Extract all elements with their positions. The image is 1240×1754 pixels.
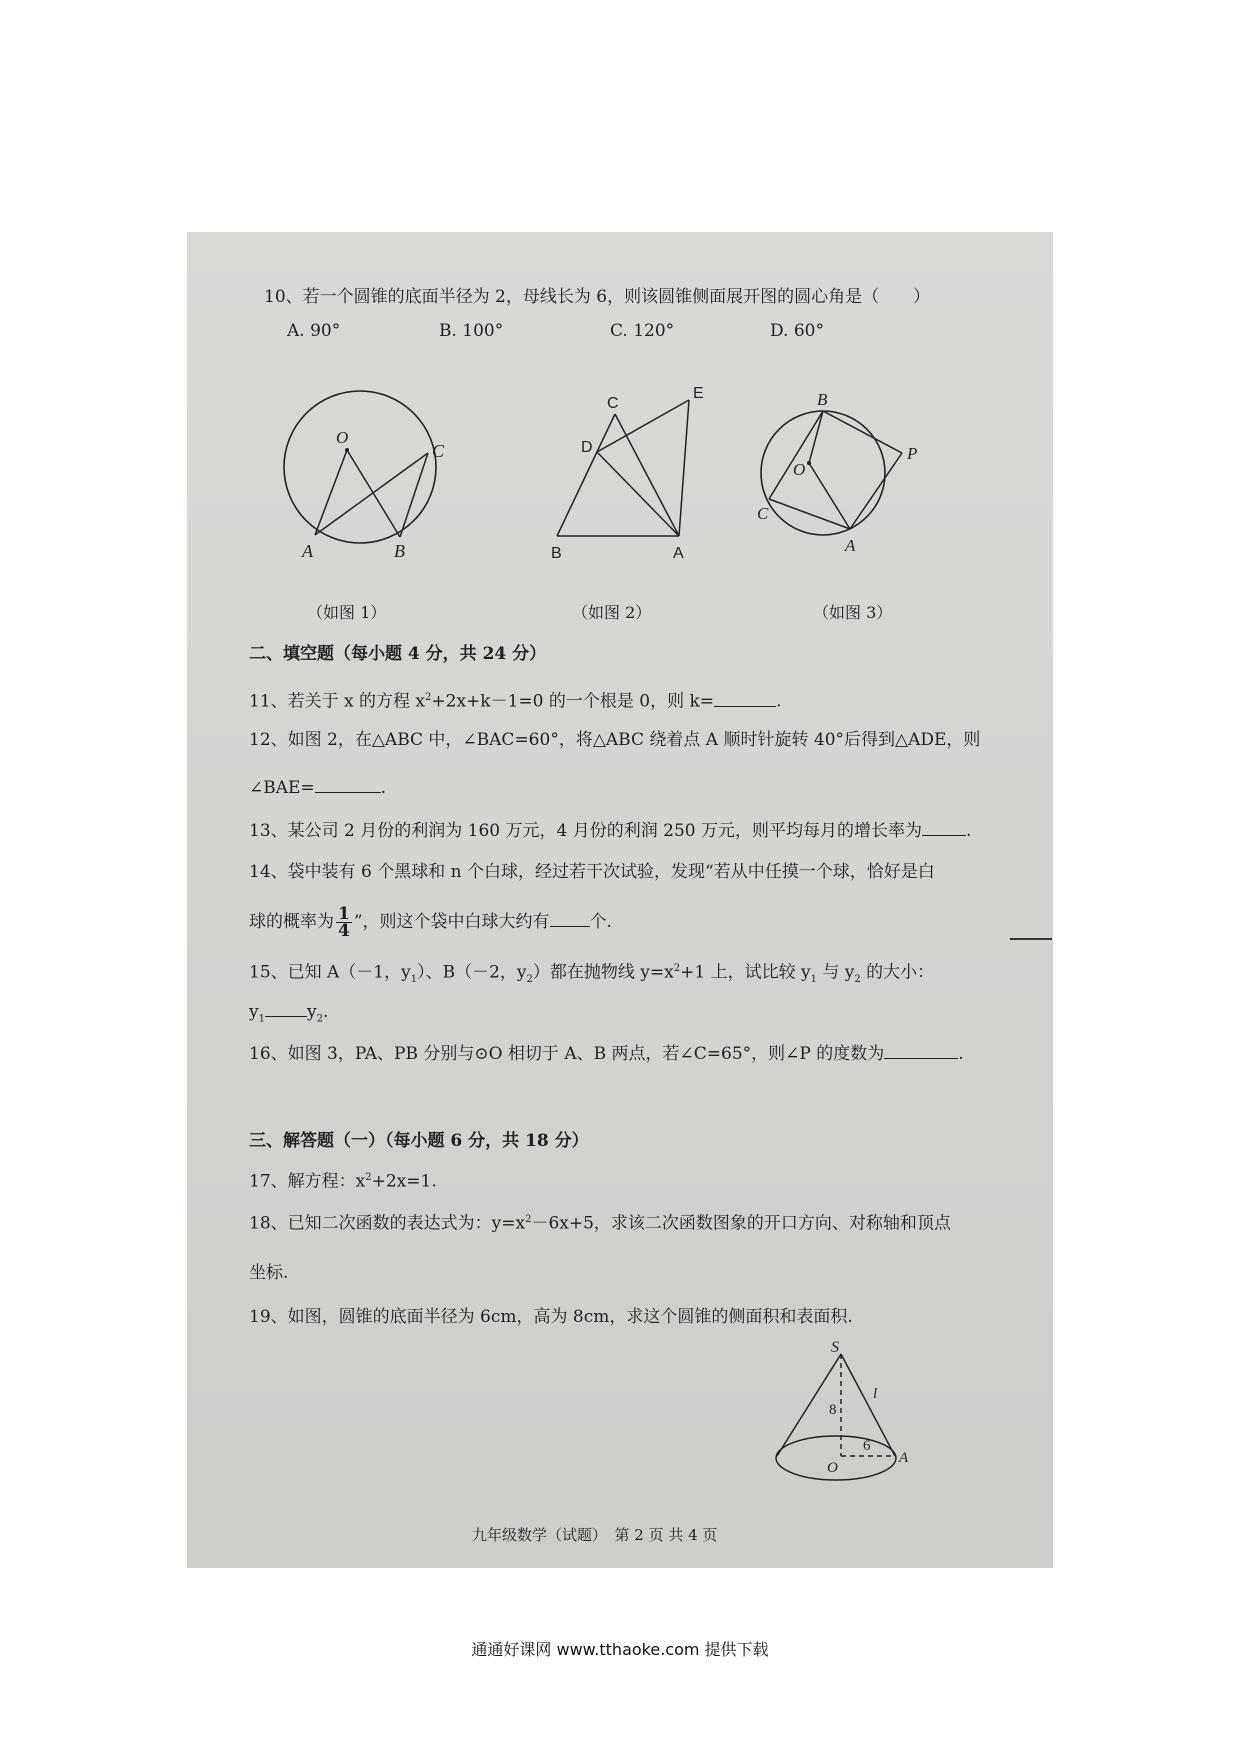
q17: 17、解方程：$x^2+2x=1$. [249,1171,437,1192]
q13: 13、某公司 2 月份的利润为 160 万元，4 月份的利润 250 万元，则平均每月的增长率为 . [249,821,972,841]
answer-blank [550,910,590,927]
fig3-label-p: P [907,444,918,463]
section-2-title: 二、填空题（每小题 4 分，共 24 分） [249,644,547,664]
fig1-label-b: B [394,541,405,561]
fig2-label-b: B [551,545,562,562]
q15-line1: 15、已知 A（－1，$y_1$）、B（－2，$y_2$）都在抛物线 $y=x^2+1$ 上，试比较 $y_1$ 与 $y_2$ 的大小： [249,962,935,986]
q15-line2: $y_1$ $y_2$. [249,1002,329,1025]
q10-stem: 10、若一个圆锥的底面半径为 2，母线长为 6，则该圆锥侧面展开图的圆心角是（ ） [264,287,931,307]
q14-line1: 14、袋中装有 6 个黑球和 n 个白球，经过若干次试验，发现“若从中任摸一个球，恰好是白 [249,862,935,882]
scanned-photo [187,232,1053,1568]
cone-label-height: 8 [829,1402,837,1418]
q10-option-b: B. 100° [439,321,504,341]
fig2-label-e: E [693,385,704,402]
q18-line1: 18、已知二次函数的表达式为：$y=x^2-6x+5$，求该二次函数图象的开口方向、对称轴和顶点 [249,1213,951,1234]
fig1-label-a: A [302,541,313,561]
fig2-label-d: D [581,439,593,456]
figure-1-circle [282,387,467,562]
page-edge-line [1010,938,1052,940]
section-3-title: 三、解答题（一）（每小题 6 分，共 18 分） [249,1131,589,1151]
q11: 11、若关于 x 的方程 $x^2+2x+k-1=0$ 的一个根是 0，则 k= . [249,691,782,712]
q12-line1: 12、如图 2，在△ABC 中，∠BAC=60°，将△ABC 绕着点 A 顺时针旋转 40°后得到△ADE，则 [249,730,981,750]
cone-figure [767,1340,952,1500]
answer-blank [922,819,966,836]
figure-2-triangles [547,380,732,565]
fig3-label-a: A [845,536,856,555]
q10-option-a: A. 90° [287,321,341,341]
q10-option-d: D. 60° [770,321,824,341]
answer-blank [714,690,776,707]
fig1-label-c: C [432,441,445,461]
q16: 16、如图 3，PA、PB 分别与⊙O 相切于 A、B 两点，若∠C=65°，则∠P 的度数为 . [249,1044,964,1064]
fig3-label-c: C [757,504,769,523]
cone-label-radius: 6 [863,1438,871,1454]
cone-label-l: l [873,1386,878,1402]
answer-blank [315,776,381,793]
cone-label-s: S [831,1340,839,1356]
figure-3-tangents [757,387,932,562]
q14-line2: 球的概率为 $\frac{1}{4}$ ”，则这个袋中白球大约有 个. [249,904,612,941]
fig3-label-b: B [817,390,828,409]
page-footer: 九年级数学（试题） 第 2 页 共 4 页 [472,1526,718,1544]
fig2-label-a: A [673,545,684,562]
fraction: $\frac{1}{4}$ [338,904,350,941]
cone-label-a: A [899,1450,909,1466]
figure-1-caption: （如图 1） [307,603,387,622]
q10-option-c: C. 120° [610,321,675,341]
cone-label-o: O [827,1460,838,1476]
fig1-label-o: O [336,428,349,447]
q18-line2: 坐标. [249,1263,289,1283]
answer-blank [265,1000,307,1017]
q19: 19、如图，圆锥的底面半径为 6cm，高为 8cm，求这个圆锥的侧面积和表面积. [249,1307,853,1327]
figure-3-caption: （如图 3） [813,603,893,622]
fig3-label-o: O [793,460,806,479]
watermark-footer: 通通好课网 www.tthaoke.com 提供下载 [471,1640,769,1659]
figure-2-caption: （如图 2） [572,603,652,622]
fig2-label-c: C [607,395,619,412]
answer-blank [884,1042,958,1059]
q12-line2: ∠BAE= . [249,778,387,798]
